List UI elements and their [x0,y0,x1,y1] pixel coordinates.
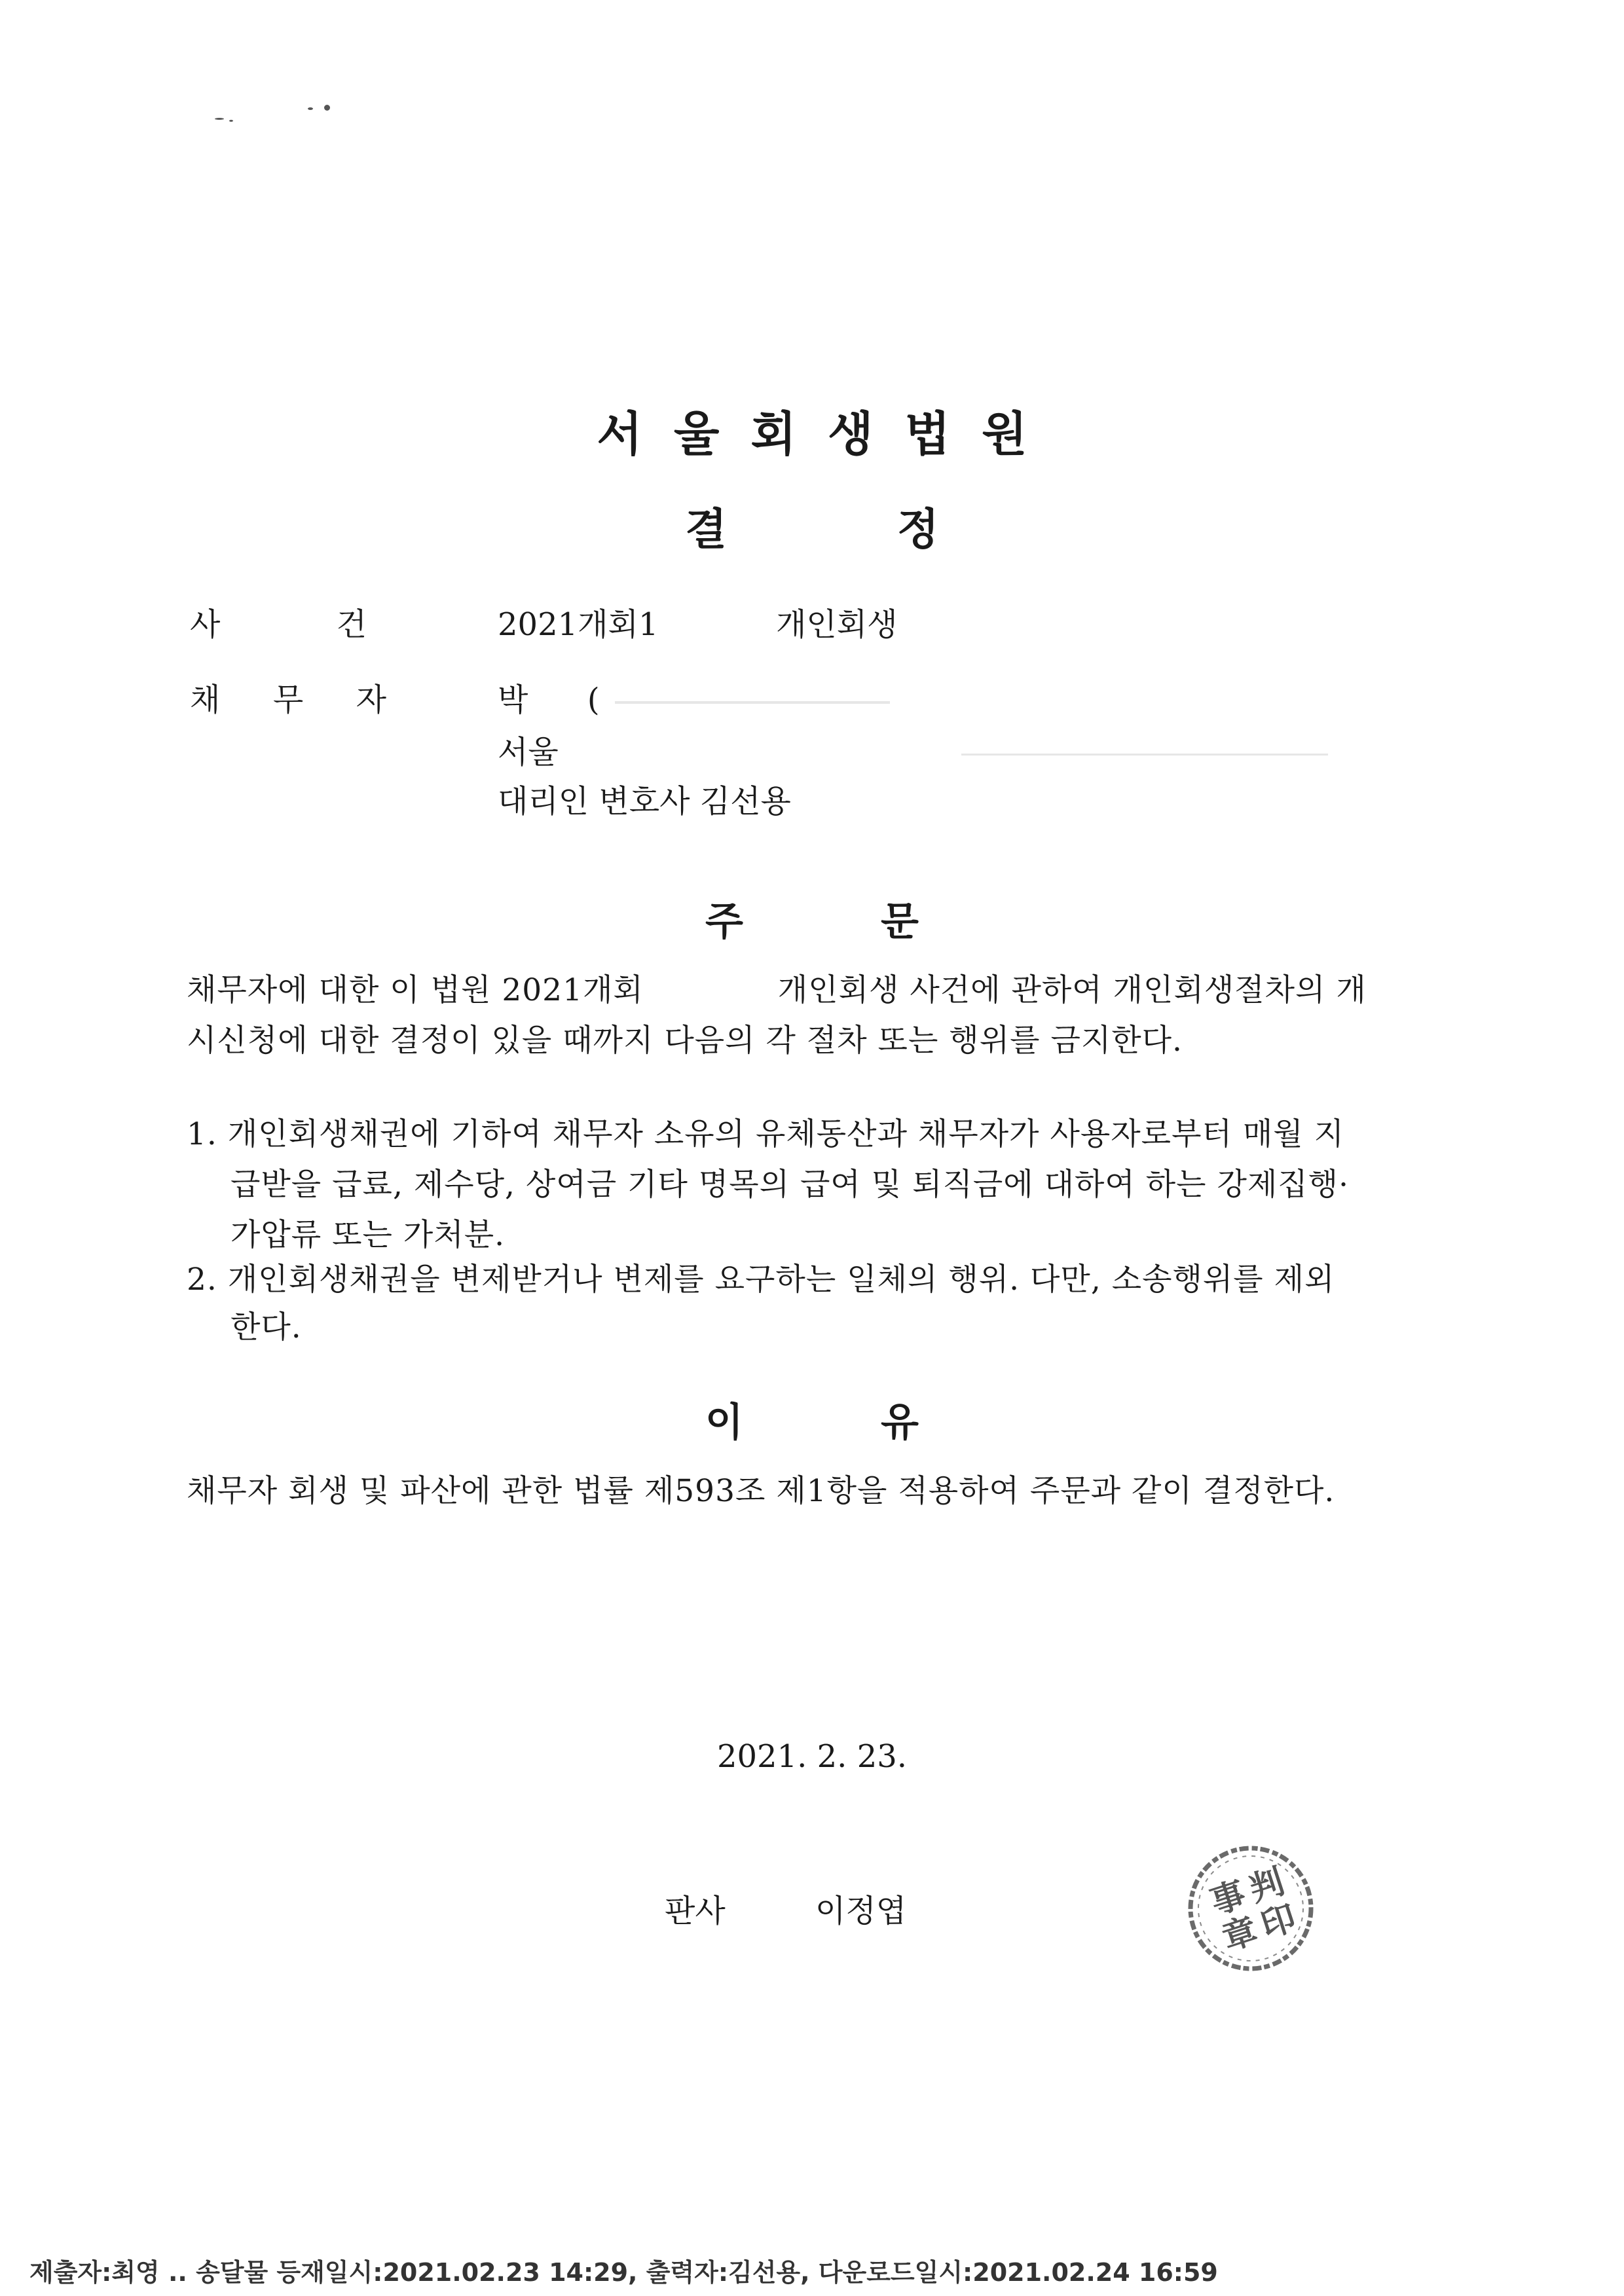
reason-heading-left: 이 [705,1400,743,1446]
order-heading [0,890,1624,947]
debtor-label-char: 채 [190,682,221,718]
document-type-left: 결 [685,504,727,555]
order-item-2-line-2: 한다. [231,1309,302,1345]
debtor-name-paren: ( [587,682,600,718]
debtor-address-row [190,727,1434,771]
debtor-label-char: 자 [356,682,386,718]
order-heading-left: 주 [705,899,743,945]
debtor-agent-row [190,776,1434,820]
debtor-name: 박 [498,682,528,718]
seal-char: 章 [1217,1910,1263,1959]
judge-title: 판사 [665,1893,726,1929]
document-type-right: 정 [897,504,939,555]
case-name: 개인회생 [776,606,898,643]
order-item-2-line-1: 2. 개인회생채권을 변제받거나 변제를 요구하는 일체의 행위. 다만, 소송행위를 제외 [187,1262,1335,1298]
case-label-char: 사 [190,606,221,643]
document-type [0,494,1624,556]
debtor-label-char: 무 [272,682,304,718]
order-item-1-line-3: 가압류 또는 가처분. [231,1217,506,1253]
order-intro-line-1 [187,966,1367,1010]
scan-artifact [210,98,341,124]
debtor-address: 서울 [498,734,559,771]
case-label-char: 건 [336,606,367,643]
debtor-name-line [498,674,890,720]
order-intro-text: 개인회생 사건에 관하여 개인회생절차의 개 [777,972,1367,1008]
case-label [190,599,367,644]
decision-date: 2021. 2. 23. [716,1738,908,1775]
reason-heading-right: 유 [881,1400,919,1446]
case-number: 2021개회1 [498,606,659,643]
seal-char: 判 [1244,1861,1289,1910]
order-intro-line-2: 시신청에 대한 결정이 있을 때까지 다음의 각 절차 또는 행위를 금지한다. [187,1023,1183,1059]
debtor-address-line [498,727,1328,772]
case-row [190,599,1434,643]
seal-char: 事 [1206,1874,1251,1923]
judge-name: 이정엽 [815,1893,907,1929]
debtor-agent: 대리인 변호사 김선용 [498,783,791,820]
order-item-1-line-1: 1. 개인회생채권에 기하여 채무자 소유의 유체동산과 채무자가 사용자로부터 매월 지 [187,1116,1344,1152]
redaction-mark [615,701,890,704]
debtor-label [190,674,386,720]
reason-heading [0,1391,1624,1448]
footer-metadata: 제출자:최영 .. 송달물 등재일시:2021.02.23 14:29, 출력자:김선용, 다운로드일시:2021.02.24 16:59 [29,2258,1218,2287]
seal-char: 印 [1256,1897,1301,1946]
order-heading-right: 문 [881,899,919,945]
order-intro-text: 채무자에 대한 이 법원 2021개회 [187,972,644,1008]
reason-text: 채무자 회생 및 파산에 관한 법률 제593조 제1항을 적용하여 주문과 같이 결정한다. [187,1473,1335,1509]
order-item-1-line-2: 급받을 급료, 제수당, 상여금 기타 명목의 급여 및 퇴직금에 대하여 하는 강제집행· [231,1167,1350,1203]
debtor-row [190,674,1434,718]
redaction-mark [961,754,1328,756]
judge-seal-stamp [1185,1843,1316,1974]
court-name: 서울회생법원 [597,407,1059,462]
